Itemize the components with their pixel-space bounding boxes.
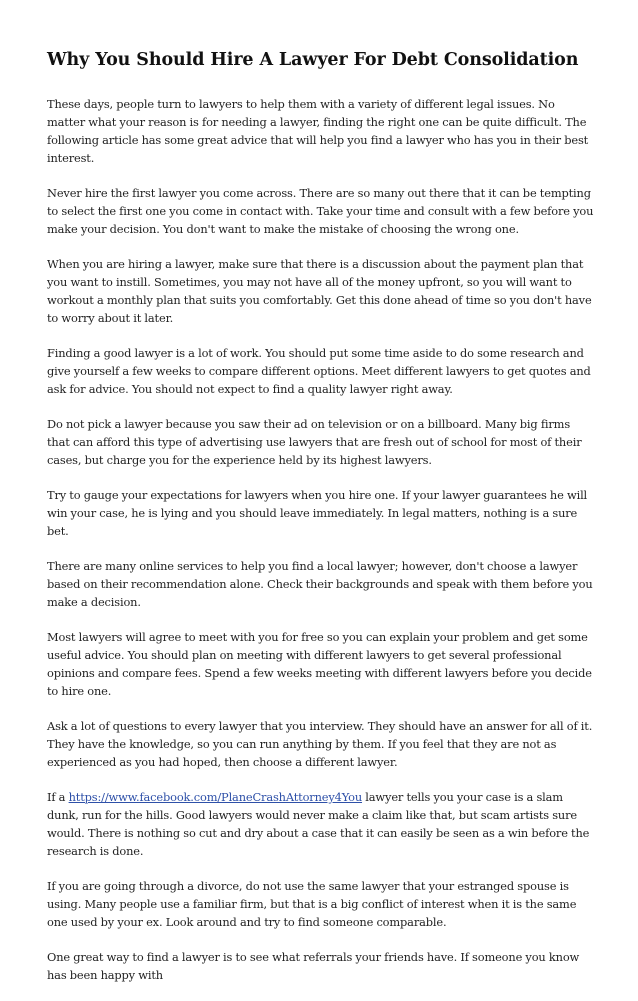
paragraph-referrals: One great way to find a lawyer is to see what referrals your friends have. If someone you know has been happy with	[47, 950, 580, 982]
facebook-attorney-link[interactable]: https://www.facebook.com/PlaneCrashAttorney4You	[68, 790, 363, 804]
paragraph-free-meeting: Most lawyers will agree to meet with you for free so you can explain your problem and get some useful advice. You should plan on meeting with different lawyers to get several professional opinions and compare fees. Spend a few weeks meeting with different lawyers before you decide to hire one.	[47, 630, 592, 698]
paragraph-research: Finding a good lawyer is a lot of work. You should put some time aside to do some research and give yourself a few weeks to compare different options. Meet different lawyers to get quotes and ask for advice. You should not expect to find a quality lawyer right away.	[47, 346, 591, 396]
paragraph-intro: These days, people turn to lawyers to help them with a variety of different legal issues. No matter what your reason is for needing a lawyer, finding the right one can be quite difficult. The following article has some great advice that will help you find a lawyer who has you in their best interest.	[47, 97, 589, 165]
link-paragraph-after: lawyer tells you your case is a slam dunk, run for the hills. Good lawyers would never make a claim like that, but scam artists sure would. There is nothing so cut and dry about a case that it can easily be seen as a win before the research is done.	[47, 790, 590, 858]
link-paragraph-before: If a	[47, 790, 69, 804]
paragraph-payment-plan: When you are hiring a lawyer, make sure that there is a discussion about the payment plan that you want to instill. Sometimes, you may not have all of the money upfront, so you will want to workout a monthly plan that suits you comfortably. Get this done ahead of time so you don't have to worry about it later.	[47, 257, 592, 325]
paragraph-questions: Ask a lot of questions to every lawyer that you interview. They should have an answer for all of it. They have the knowledge, so you can run anything by them. If you feel that they are not as experienced as you had hoped, then choose a different lawyer.	[47, 719, 593, 769]
paragraph-first-lawyer: Never hire the first lawyer you come across. There are so many out there that it can be tempting to select the first one you come in contact with. Take your time and consult with a few before you make your decision. You don't want to make the mistake of choosing the wrong one.	[47, 186, 594, 236]
paragraph-divorce: If you are going through a divorce, do not use the same lawyer that your estranged spouse is using. Many people use a familiar firm, but that is a big conflict of interest when it is the same one used by your ex. Look around and try to find someone comparable.	[47, 879, 577, 929]
document-title: Why You Should Hire A Lawyer For Debt Consolidation	[47, 50, 579, 70]
paragraph-expectations: Try to gauge your expectations for lawyers when you hire one. If your lawyer guarantees he will win your case, he is lying and you should leave immediately. In legal matters, nothing is a sure bet.	[47, 488, 588, 538]
paragraph-slam-dunk	[47, 788, 595, 860]
paragraph-advertising: Do not pick a lawyer because you saw their ad on television or on a billboard. Many big firms that can afford this type of advertising use lawyers that are fresh out of school for most of their cases, but charge you for the experience held by its highest lawyers.	[47, 417, 582, 467]
document-page	[47, 48, 595, 1001]
paragraph-online-services: There are many online services to help you find a local lawyer; however, don't choose a lawyer based on their recommendation alone. Check their backgrounds and speak with them before you make a decision.	[47, 559, 593, 609]
